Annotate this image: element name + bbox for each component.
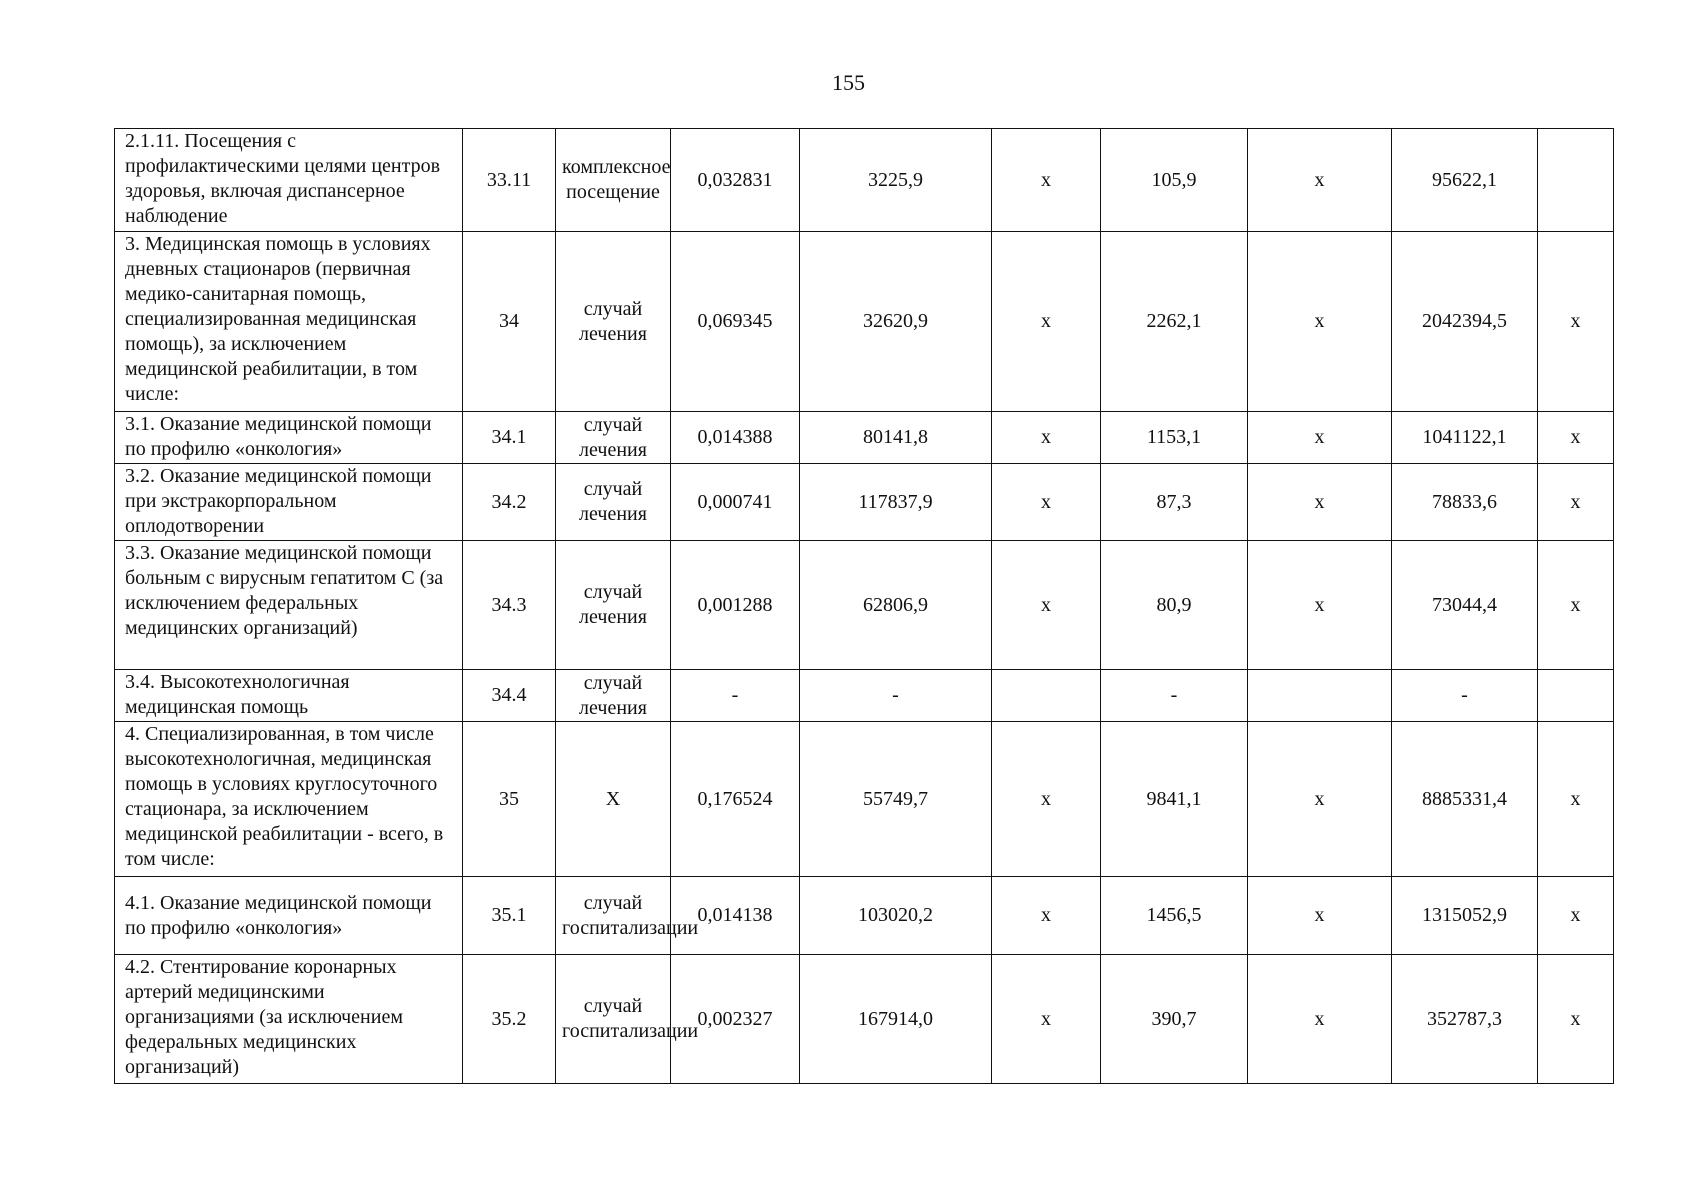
- cell-value: 2262,1: [1101, 232, 1248, 412]
- cell-value: х: [1248, 232, 1392, 412]
- cell-value: 3225,9: [800, 129, 992, 232]
- cell-value: 78833,6: [1392, 464, 1538, 541]
- cell-value: [1538, 670, 1614, 722]
- cell-value: х: [992, 412, 1101, 464]
- cell-value: [1248, 670, 1392, 722]
- row-name: 4.1. Оказание медицинской помощи по профилю «онкология»: [115, 877, 463, 955]
- table-row: [115, 464, 1614, 541]
- cell-value: 0,176524: [671, 722, 800, 877]
- row-unit: случай лечения: [556, 412, 671, 464]
- row-name: 4.2. Стентирование коронарных артерий медицинскими организациями (за исключением федеральных медицинских организаций): [115, 955, 463, 1084]
- row-name: 4. Специализированная, в том числе высокотехнологичная, медицинская помощь в условиях круглосуточного стационара, за исключением медицинской реабилитации - всего, в том числе:: [115, 722, 463, 877]
- cell-value: -: [1101, 670, 1248, 722]
- cell-value: х: [992, 877, 1101, 955]
- row-number: 34: [463, 232, 556, 412]
- cell-value: х: [1248, 412, 1392, 464]
- data-table: [114, 128, 1614, 1084]
- cell-value: 95622,1: [1392, 129, 1538, 232]
- cell-value: х: [992, 955, 1101, 1084]
- table-row: [115, 877, 1614, 955]
- cell-value: -: [671, 670, 800, 722]
- cell-value: 0,032831: [671, 129, 800, 232]
- cell-value: х: [1538, 955, 1614, 1084]
- cell-value: х: [1538, 464, 1614, 541]
- cell-value: 0,002327: [671, 955, 800, 1084]
- cell-value: 87,3: [1101, 464, 1248, 541]
- cell-value: х: [1538, 877, 1614, 955]
- table-row: [115, 232, 1614, 412]
- row-number: 35: [463, 722, 556, 877]
- row-name: 3. Медицинская помощь в условиях дневных стационаров (первичная медико-санитарная помощь, специализированная медицинская помощь), за исключением медицинской реабилитации, в том числе:: [115, 232, 463, 412]
- cell-value: 80141,8: [800, 412, 992, 464]
- cell-value: х: [1538, 412, 1614, 464]
- cell-value: 2042394,5: [1392, 232, 1538, 412]
- row-name: 2.1.11. Посещения с профилактическими целями центров здоровья, включая диспансерное наблюдение: [115, 129, 463, 232]
- cell-value: 0,001288: [671, 541, 800, 670]
- cell-value: х: [1538, 232, 1614, 412]
- row-unit: Х: [556, 722, 671, 877]
- row-unit: случай лечения: [556, 232, 671, 412]
- cell-value: х: [992, 464, 1101, 541]
- cell-value: х: [1248, 541, 1392, 670]
- cell-value: 167914,0: [800, 955, 992, 1084]
- row-unit: случай лечения: [556, 464, 671, 541]
- cell-value: 1315052,9: [1392, 877, 1538, 955]
- row-number: 35.2: [463, 955, 556, 1084]
- cell-value: [1538, 129, 1614, 232]
- cell-value: 80,9: [1101, 541, 1248, 670]
- cell-value: 0,014138: [671, 877, 800, 955]
- cell-value: х: [1538, 541, 1614, 670]
- table-row: [115, 412, 1614, 464]
- row-number: 34.4: [463, 670, 556, 722]
- cell-value: 73044,4: [1392, 541, 1538, 670]
- cell-value: х: [1248, 464, 1392, 541]
- cell-value: 1456,5: [1101, 877, 1248, 955]
- row-name: 3.2. Оказание медицинской помощи при экстракорпоральном оплодотворении: [115, 464, 463, 541]
- row-unit: комплексное посещение: [556, 129, 671, 232]
- row-number: 34.1: [463, 412, 556, 464]
- cell-value: х: [1538, 722, 1614, 877]
- row-number: 33.11: [463, 129, 556, 232]
- cell-value: 390,7: [1101, 955, 1248, 1084]
- table-row: [115, 670, 1614, 722]
- table-row: [115, 541, 1614, 670]
- cell-value: 0,069345: [671, 232, 800, 412]
- cell-value: 9841,1: [1101, 722, 1248, 877]
- cell-value: [992, 670, 1101, 722]
- cell-value: х: [992, 541, 1101, 670]
- cell-value: 117837,9: [800, 464, 992, 541]
- cell-value: 1153,1: [1101, 412, 1248, 464]
- table-row: [115, 955, 1614, 1084]
- row-unit: случай госпитализации: [556, 955, 671, 1084]
- row-number: 34.3: [463, 541, 556, 670]
- cell-value: 0,014388: [671, 412, 800, 464]
- cell-value: х: [1248, 955, 1392, 1084]
- row-unit: случай госпитализации: [556, 877, 671, 955]
- row-number: 35.1: [463, 877, 556, 955]
- cell-value: 103020,2: [800, 877, 992, 955]
- cell-value: х: [1248, 877, 1392, 955]
- cell-value: -: [800, 670, 992, 722]
- row-number: 34.2: [463, 464, 556, 541]
- row-unit: случай лечения: [556, 541, 671, 670]
- cell-value: 105,9: [1101, 129, 1248, 232]
- table-row: [115, 722, 1614, 877]
- cell-value: 1041122,1: [1392, 412, 1538, 464]
- cell-value: 32620,9: [800, 232, 992, 412]
- cell-value: х: [992, 232, 1101, 412]
- cell-value: х: [992, 129, 1101, 232]
- cell-value: х: [992, 722, 1101, 877]
- cell-value: -: [1392, 670, 1538, 722]
- cell-value: 8885331,4: [1392, 722, 1538, 877]
- row-name: 3.1. Оказание медицинской помощи по профилю «онкология»: [115, 412, 463, 464]
- cell-value: х: [1248, 722, 1392, 877]
- page-number: 155: [832, 70, 865, 95]
- row-name: 3.3. Оказание медицинской помощи больным с вирусным гепатитом С (за исключением федеральных медицинских организаций): [115, 541, 463, 670]
- row-unit: случай лечения: [556, 670, 671, 722]
- cell-value: 0,000741: [671, 464, 800, 541]
- cell-value: 62806,9: [800, 541, 992, 670]
- cell-value: х: [1248, 129, 1392, 232]
- table-row: [115, 129, 1614, 232]
- cell-value: 55749,7: [800, 722, 992, 877]
- cell-value: 352787,3: [1392, 955, 1538, 1084]
- row-name: 3.4. Высокотехнологичная медицинская помощь: [115, 670, 463, 722]
